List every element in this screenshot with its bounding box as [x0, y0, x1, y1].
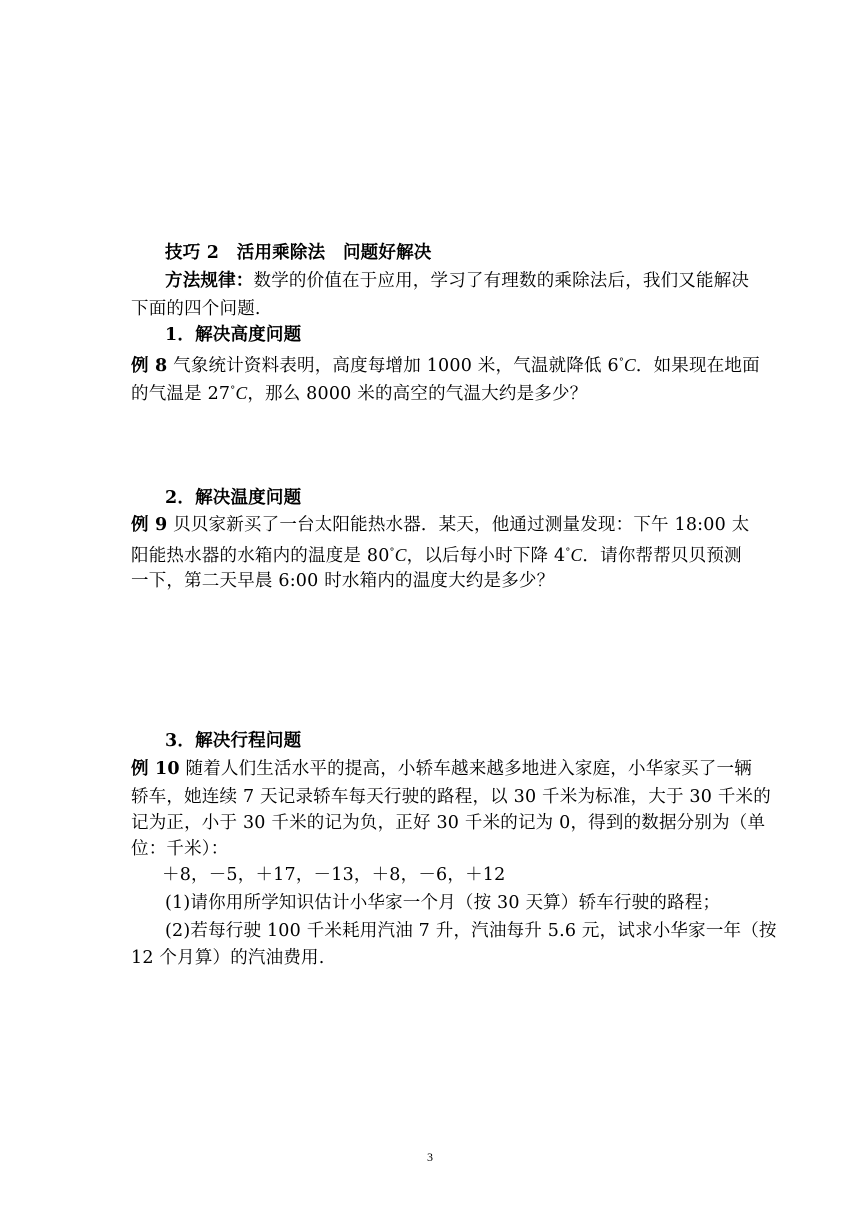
example-9-line-3: 一下，第二天早晨 6:00 时水箱内的温度大约是多少？ [131, 571, 555, 591]
example-10-line-2: 轿车，她连续 7 天记录轿车每天行驶的路程，以 30 千米为标准，大于 30 千米的 [131, 787, 771, 807]
page-number: 3 [427, 1150, 433, 1164]
question-2-line-1: (2)若每行驶 100 千米耗用汽油 7 升，汽油每升 5.6 元，试求小华家一年（按 [165, 921, 777, 941]
example-9-line-2: 阳能热水器的水箱内的温度是 80°C，以后每小时下降 4°C．请你帮帮贝贝预测 [131, 545, 742, 566]
tip-title: 技巧 2 活用乘除法 问题好解决 [165, 243, 432, 263]
example-9-label: 例 9 [131, 515, 168, 535]
section-heading-height: 1．解决高度问题 [165, 325, 302, 345]
question-2-line-2: 12 个月算）的汽油费用. [131, 948, 325, 968]
example-10-label: 例 10 [131, 759, 180, 779]
section-heading-temperature: 2．解决温度问题 [165, 488, 302, 508]
example-9-line-1: 例 9 贝贝家新买了一台太阳能热水器．某天，他通过测量发现：下午 18:00 太 [131, 515, 750, 535]
example-10-line-3: 记为正，小于 30 千米的记为负，正好 30 千米的记为 0，得到的数据分别为（单 [131, 813, 766, 833]
example-8-line-1: 例 8 气象统计资料表明，高度每增加 1000 米，气温就降低 6°C．如果现在地面 [131, 355, 760, 376]
example-10-data: ＋8，－5，＋17，－13，＋8，－6，＋12 [162, 865, 506, 885]
example-10-line-4: 位：千米）： [131, 839, 229, 859]
method-label: 方法规律： [165, 271, 254, 291]
method-text-1: 数学的价值在于应用，学习了有理数的乘除法后，我们又能解决 [253, 271, 750, 291]
method-paragraph-line-2: 下面的四个问题. [131, 299, 261, 319]
example-8-line-2: 的气温是 27°C，那么 8000 米的高空的气温大约是多少？ [131, 383, 588, 404]
example-10-line-1: 例 10 随着人们生活水平的提高，小轿车越来越多地进入家庭，小华家买了一辆 [131, 759, 752, 779]
section-heading-travel: 3．解决行程问题 [165, 731, 302, 751]
method-paragraph-line-1 [165, 268, 765, 294]
question-1: (1)请你用所学知识估计小华家一个月（按 30 天算）轿车行驶的路程； [165, 893, 721, 913]
example-8-label: 例 8 [131, 356, 168, 376]
